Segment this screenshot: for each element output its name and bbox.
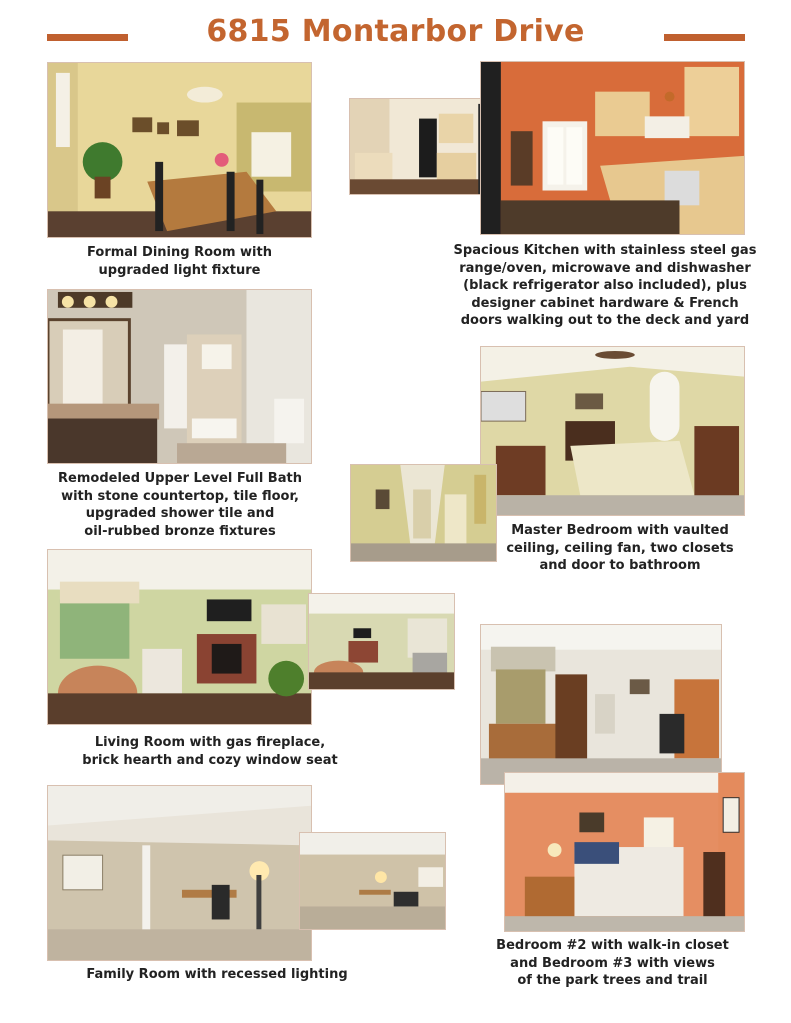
master-bedroom-photo [480,346,745,516]
living-room-inset-photo [308,593,455,690]
family-room-caption: Family Room with recessed lighting [86,967,348,982]
family-room-photo [47,785,312,961]
family-room-inset-photo [299,832,446,930]
dining-room-photo [47,62,312,238]
dining-room-caption: Formal Dining Room with upgraded light fixture [87,245,272,278]
kitchen-caption: Spacious Kitchen with stainless steel gas range/oven, microwave and dishwasher (black refrigerator also included), plus designer cabinet hardware & French doors walking out to the deck and yard [453,243,757,328]
living-room-photo [47,549,312,725]
kitchen-inset-photo [349,98,497,195]
living-room-caption: Living Room with gas fireplace, brick hearth and cozy window seat [82,735,338,768]
bedroom-2-photo [480,624,722,785]
page-title: 6815 Montarbor Drive [206,14,585,49]
kitchen-photo [480,61,745,235]
bedrooms-caption: Bedroom #2 with walk-in closet and Bedroom #3 with views of the park trees and trail [496,938,729,988]
bathroom-photo [47,289,312,464]
master-bedroom-caption: Master Bedroom with vaulted ceiling, ceiling fan, two closets and door to bathroom [506,523,734,573]
bathroom-caption: Remodeled Upper Level Full Bath with stone countertop, tile floor, upgraded shower tile and oil-rubbed bronze fixtures [58,471,302,539]
master-hallway-photo [350,464,497,562]
bedroom-3-photo [504,772,745,932]
